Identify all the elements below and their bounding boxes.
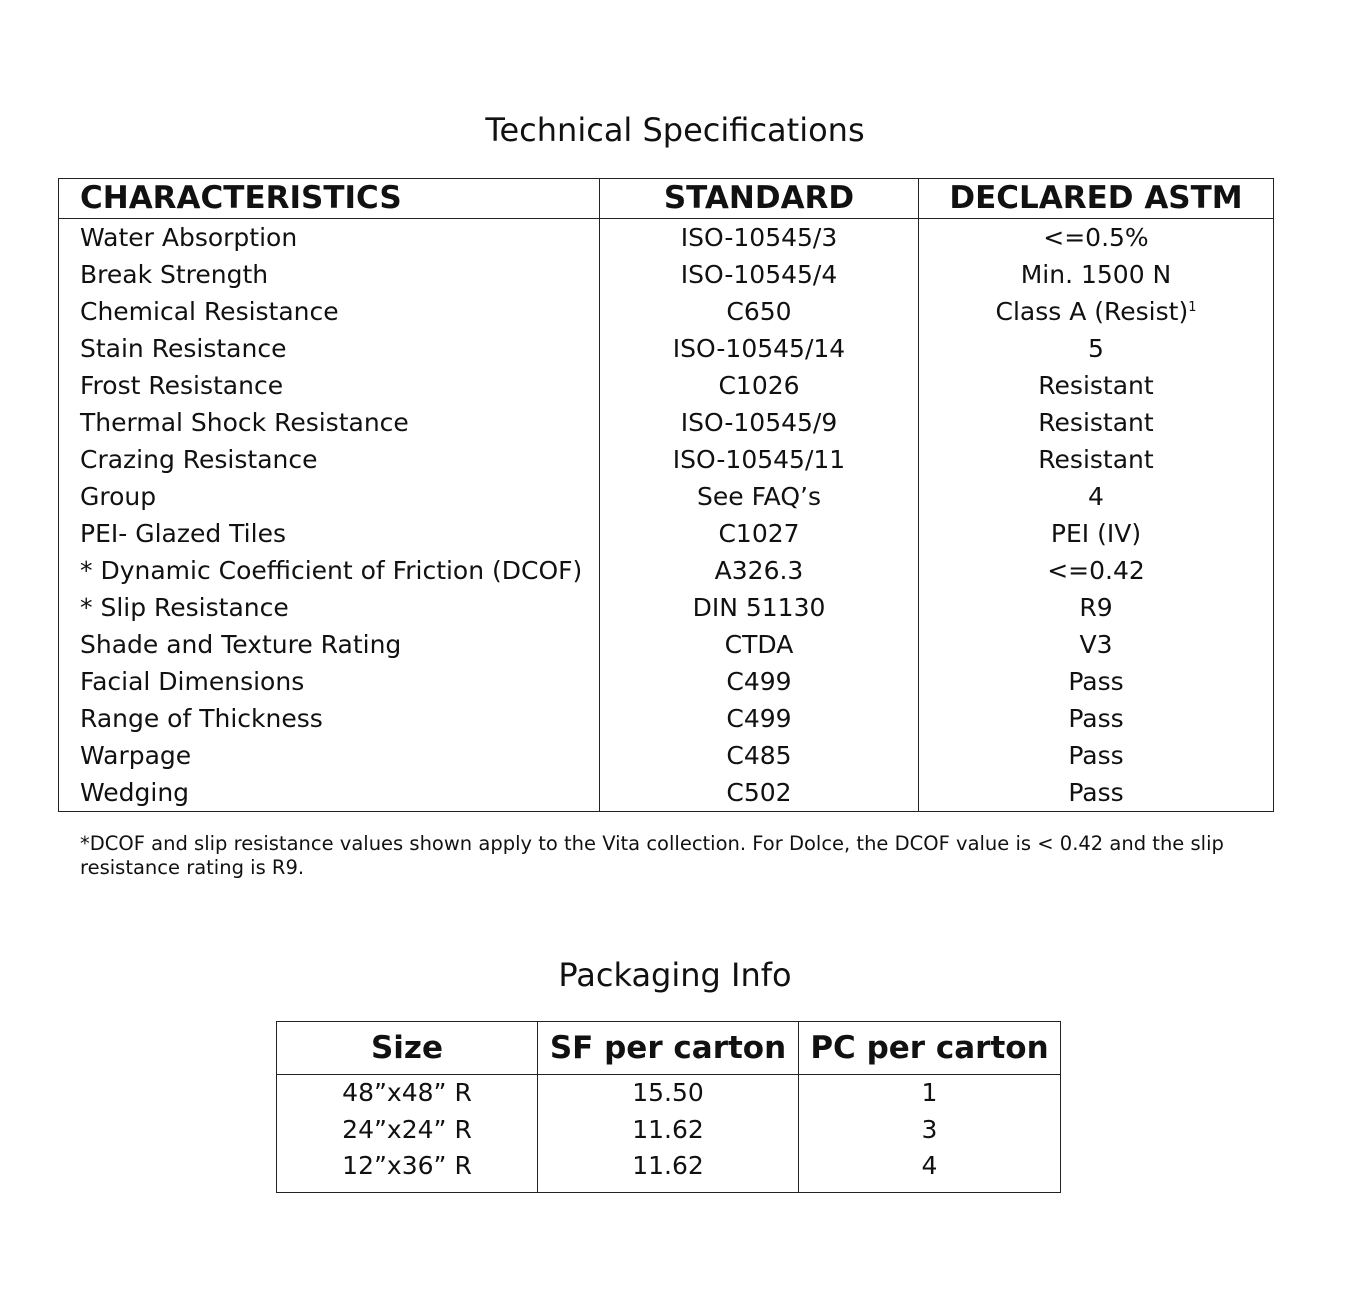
- table-row: [59, 774, 1274, 812]
- standard-cell: C650: [600, 293, 919, 330]
- characteristic-cell: Warpage: [59, 737, 600, 774]
- characteristic-cell: Wedging: [59, 774, 600, 812]
- declared-value-cell: PEI (IV): [919, 515, 1274, 552]
- declared-value-cell: [919, 293, 1274, 330]
- declared-value-cell: R9: [919, 589, 1274, 626]
- table-header-row: [277, 1022, 1061, 1075]
- pc-per-carton-cell: 1: [799, 1075, 1061, 1112]
- footnote-superscript: 1: [1188, 300, 1197, 315]
- declared-value-cell: Resistant: [919, 441, 1274, 478]
- packaging-info-title: Packaging Info: [558, 956, 792, 994]
- header-pc-per-carton: PC per carton: [799, 1022, 1061, 1075]
- characteristic-cell: Thermal Shock Resistance: [59, 404, 600, 441]
- table-row: [59, 293, 1274, 330]
- table-row: [59, 404, 1274, 441]
- table-row: [59, 589, 1274, 626]
- header-standard: STANDARD: [600, 179, 919, 219]
- standard-cell: ISO-10545/11: [600, 441, 919, 478]
- characteristic-cell: Water Absorption: [59, 219, 600, 257]
- characteristic-cell: Crazing Resistance: [59, 441, 600, 478]
- header-declared-astm: DECLARED ASTM: [919, 179, 1274, 219]
- table-row: [59, 700, 1274, 737]
- pc-per-carton-cell: 3: [799, 1112, 1061, 1149]
- packaging-info-table: [276, 1021, 1061, 1193]
- sf-per-carton-cell: 15.50: [538, 1075, 799, 1112]
- declared-value-cell: Pass: [919, 774, 1274, 812]
- size-cell: 24”x24” R: [277, 1112, 538, 1149]
- declared-value-cell: Pass: [919, 700, 1274, 737]
- technical-specifications-table: [58, 178, 1274, 812]
- table-row: [59, 478, 1274, 515]
- standard-cell: DIN 51130: [600, 589, 919, 626]
- sf-per-carton-cell: 11.62: [538, 1148, 799, 1193]
- declared-value-cell: 5: [919, 330, 1274, 367]
- declared-value-cell: Resistant: [919, 404, 1274, 441]
- sf-per-carton-cell: 11.62: [538, 1112, 799, 1149]
- standard-cell: CTDA: [600, 626, 919, 663]
- pc-per-carton-cell: 4: [799, 1148, 1061, 1193]
- standard-cell: ISO-10545/9: [600, 404, 919, 441]
- declared-value-cell: Pass: [919, 663, 1274, 700]
- header-sf-per-carton: SF per carton: [538, 1022, 799, 1075]
- standard-cell: C502: [600, 774, 919, 812]
- table-header-row: [59, 179, 1274, 219]
- standard-cell: ISO-10545/3: [600, 219, 919, 257]
- header-size: Size: [277, 1022, 538, 1075]
- table-row: [59, 737, 1274, 774]
- standard-cell: C499: [600, 663, 919, 700]
- standard-cell: C1026: [600, 367, 919, 404]
- declared-value-cell: Min. 1500 N: [919, 256, 1274, 293]
- characteristic-cell: Range of Thickness: [59, 700, 600, 737]
- standard-cell: C485: [600, 737, 919, 774]
- standard-cell: A326.3: [600, 552, 919, 589]
- table-row: [59, 367, 1274, 404]
- characteristic-cell: * Slip Resistance: [59, 589, 600, 626]
- table-row: [277, 1112, 1061, 1149]
- table-row: [59, 256, 1274, 293]
- header-characteristics: CHARACTERISTICS: [59, 179, 600, 219]
- technical-specifications-title: Technical Specifications: [485, 111, 865, 149]
- characteristic-cell: Group: [59, 478, 600, 515]
- declared-value-cell: <=0.42: [919, 552, 1274, 589]
- table-row: [59, 330, 1274, 367]
- size-cell: 48”x48” R: [277, 1075, 538, 1112]
- standard-cell: See FAQ’s: [600, 478, 919, 515]
- characteristic-cell: Stain Resistance: [59, 330, 600, 367]
- characteristic-cell: Shade and Texture Rating: [59, 626, 600, 663]
- standard-cell: C1027: [600, 515, 919, 552]
- declared-value-cell: Resistant: [919, 367, 1274, 404]
- declared-value-cell: <=0.5%: [919, 219, 1274, 257]
- characteristic-cell: Facial Dimensions: [59, 663, 600, 700]
- declared-value-cell: V3: [919, 626, 1274, 663]
- table-row: [277, 1075, 1061, 1112]
- table-row: [59, 515, 1274, 552]
- characteristic-cell: * Dynamic Coefficient of Friction (DCOF): [59, 552, 600, 589]
- declared-value-text: Class A (Resist): [995, 297, 1189, 326]
- dcof-footnote: *DCOF and slip resistance values shown apply to the Vita collection. For Dolce, the DCOF value is < 0.42 and the slip resistance rating is R9.: [80, 832, 1224, 879]
- standard-cell: C499: [600, 700, 919, 737]
- characteristic-cell: Chemical Resistance: [59, 293, 600, 330]
- table-row: [277, 1148, 1061, 1193]
- characteristic-cell: Frost Resistance: [59, 367, 600, 404]
- size-cell: 12”x36” R: [277, 1148, 538, 1193]
- table-row: [59, 219, 1274, 257]
- standard-cell: ISO-10545/14: [600, 330, 919, 367]
- characteristic-cell: Break Strength: [59, 256, 600, 293]
- standard-cell: ISO-10545/4: [600, 256, 919, 293]
- characteristic-cell: PEI- Glazed Tiles: [59, 515, 600, 552]
- table-row: [59, 552, 1274, 589]
- declared-value-cell: Pass: [919, 737, 1274, 774]
- table-row: [59, 663, 1274, 700]
- declared-value-cell: 4: [919, 478, 1274, 515]
- table-row: [59, 441, 1274, 478]
- table-row: [59, 626, 1274, 663]
